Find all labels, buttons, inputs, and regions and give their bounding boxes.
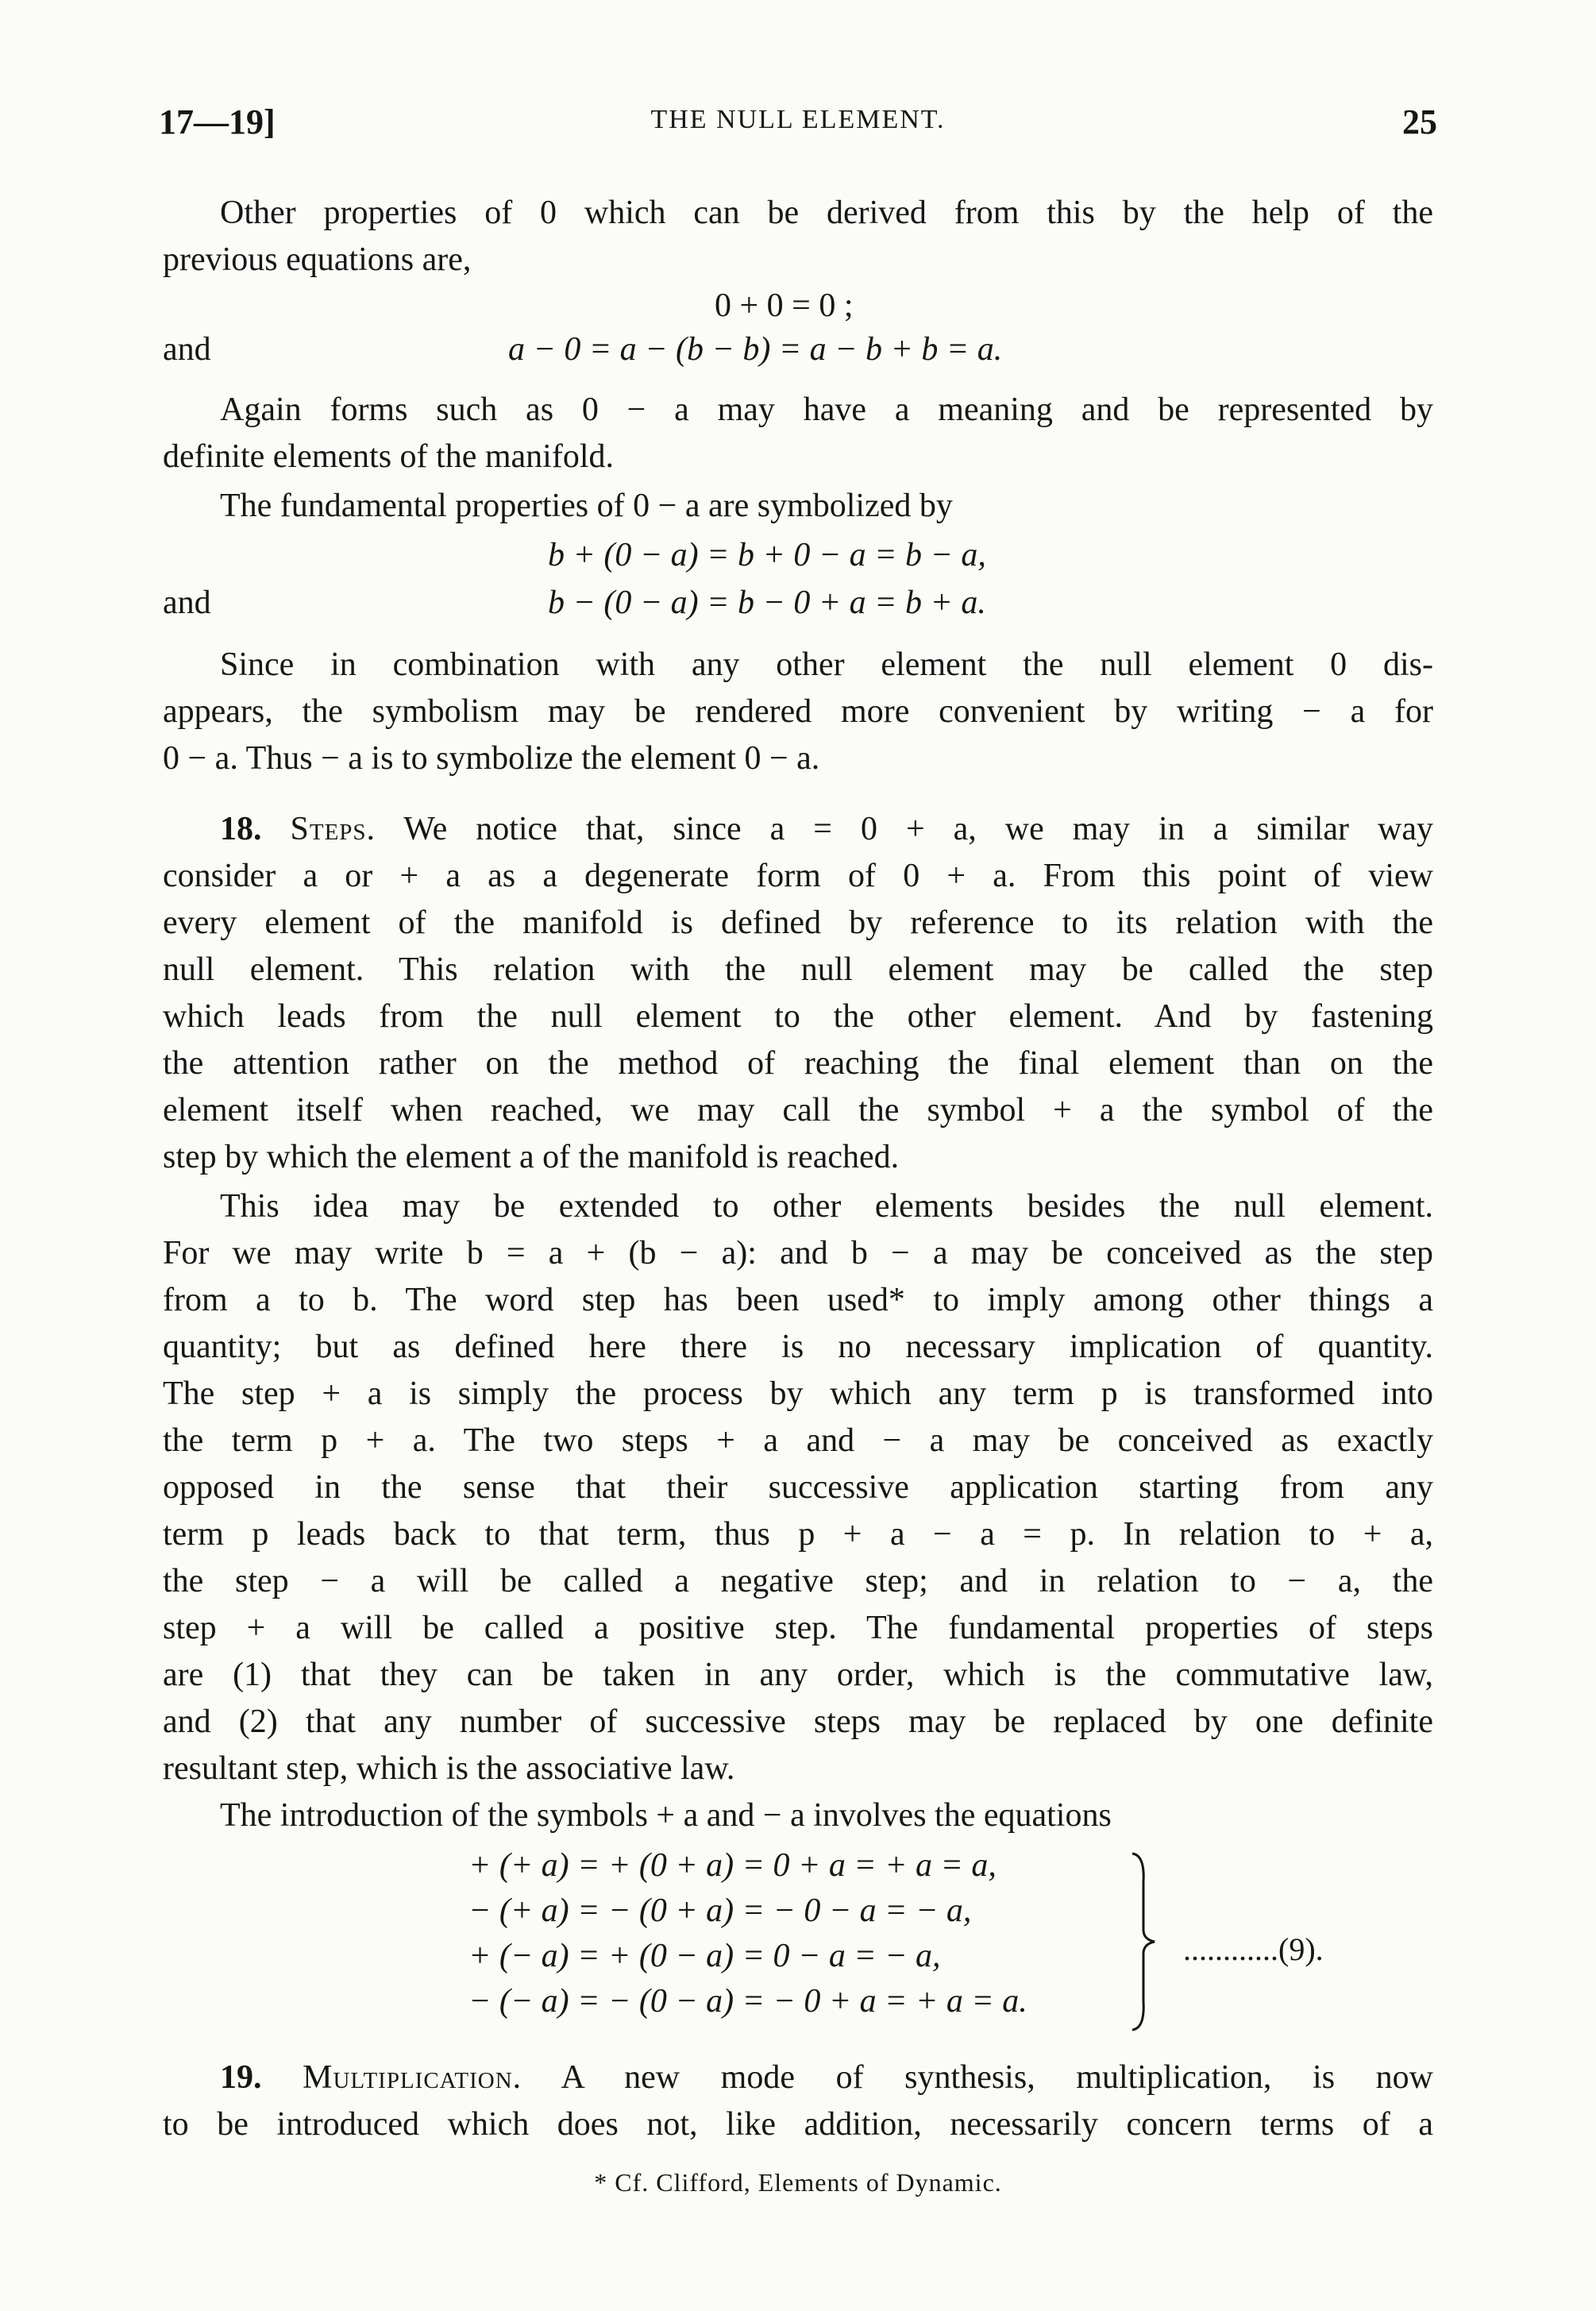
text-line: resultant step, which is the associative law.: [163, 1750, 735, 1787]
footnote: * Cf. Clifford, Elements of Dynamic.: [594, 2168, 1002, 2197]
section-text: A new mode of synthesis, multiplication, is now: [561, 2059, 1433, 2096]
section-text: We notice that, since a = 0 + a, we may in a similar way: [403, 811, 1433, 847]
equation: 0 + 0 = 0 ;: [715, 287, 854, 324]
text-line: appears, the symbolism may be rendered more convenient by writing − a for: [163, 693, 1433, 730]
chapter-title: THE NULL ELEMENT.: [650, 105, 946, 134]
equation-9-row: − (+ a) = − (0 + a) = − 0 − a = − a,: [468, 1892, 972, 1929]
text-line: to be introduced which does not, like addition, necessarily concern terms of a: [163, 2106, 1433, 2143]
text-line: the step − a will be called a negative step; and in relation to − a, the: [163, 1563, 1433, 1599]
text-line: This idea may be extended to other elements besides the null element.: [220, 1188, 1433, 1225]
text-line: step + a will be called a positive step. The fundamental properties of steps: [163, 1610, 1433, 1646]
text-line: term p leads back to that term, thus p + a − a = p. In relation to + a,: [163, 1516, 1433, 1553]
text-line: step by which the element a of the manifold is reached.: [163, 1139, 900, 1175]
equation-9-row: + (+ a) = + (0 + a) = 0 + a = + a = a,: [468, 1847, 997, 1884]
equation: b − (0 − a) = b − 0 + a = b + a.: [548, 585, 986, 621]
and-label: and: [163, 331, 211, 368]
text-line: Other properties of 0 which can be derived from this by the help of the: [220, 195, 1433, 231]
text-line: opposed in the sense that their successive application starting from any: [163, 1469, 1433, 1506]
text-line: quantity; but as defined here there is no necessary implication of quantity.: [163, 1329, 1433, 1365]
text-line: the attention rather on the method of reaching the final element than on the: [163, 1045, 1433, 1082]
equation-number: ............(9).: [1183, 1931, 1324, 1967]
section-number: 18.: [220, 811, 262, 847]
page-number: 25: [1402, 102, 1437, 141]
text-line: from a to b. The word step has been used* to imply among other things a: [163, 1282, 1433, 1318]
equation: b + (0 − a) = b + 0 − a = b − a,: [548, 537, 986, 573]
text-line: The introduction of the symbols + a and − a involves the equations: [220, 1797, 1112, 1834]
text-line: The fundamental properties of 0 − a are symbolized by: [220, 488, 953, 524]
text-line: every element of the manifold is defined by reference to its relation with the: [163, 905, 1433, 941]
text-line: The step + a is simply the process by which any term p is transformed into: [163, 1375, 1433, 1412]
text-line: which leads from the null element to the other element. And by fastening: [163, 998, 1433, 1035]
right-brace: [1128, 1850, 1159, 2033]
text-line: definite elements of the manifold.: [163, 438, 614, 475]
text-line: Since in combination with any other element the null element 0 dis-: [220, 646, 1433, 683]
running-header: [159, 102, 1437, 149]
text-line: and (2) that any number of successive steps may be replaced by one definite: [163, 1703, 1433, 1740]
equation: a − 0 = a − (b − b) = a − b + b = a.: [508, 331, 1003, 368]
text-line: Again forms such as 0 − a may have a meaning and be represented by: [220, 392, 1433, 428]
text-line: For we may write b = a + (b − a): and b − a may be conceived as the step: [163, 1235, 1433, 1271]
text-line: 0 − a. Thus − a is to symbolize the element 0 − a.: [163, 740, 820, 777]
equation-9-row: + (− a) = + (0 − a) = 0 − a = − a,: [468, 1938, 941, 1974]
text-line: element itself when reached, we may call the symbol + a the symbol of the: [163, 1092, 1433, 1128]
text-line: consider a or + a as a degenerate form of 0 + a. From this point of view: [163, 858, 1433, 894]
text-line: null element. This relation with the null element may be called the step: [163, 951, 1433, 988]
section-18-heading-line: [220, 806, 1433, 853]
section-range: 17—19]: [159, 102, 276, 141]
section-title: Steps.: [290, 811, 376, 847]
section-title: Multiplication.: [303, 2059, 522, 2096]
section-number: 19.: [220, 2059, 262, 2096]
text-line: are (1) that they can be taken in any order, which is the commutative law,: [163, 1657, 1433, 1693]
and-label: and: [163, 585, 211, 621]
text-line: previous equations are,: [163, 241, 472, 278]
equation-9-row: − (− a) = − (0 − a) = − 0 + a = + a = a.: [468, 1983, 1027, 2020]
section-19-heading-line: [220, 2054, 1433, 2101]
text-line: the term p + a. The two steps + a and − a may be conceived as exactly: [163, 1422, 1433, 1459]
